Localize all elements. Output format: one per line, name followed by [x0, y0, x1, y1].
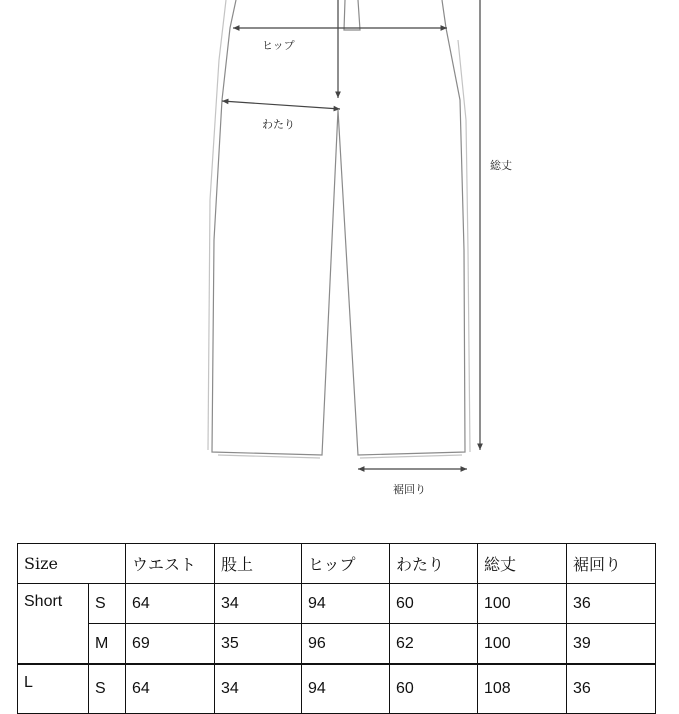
table-row: [18, 664, 656, 714]
header-total-length: 総丈: [478, 544, 567, 584]
cell-waist: 69: [126, 624, 215, 665]
cell-waist: 64: [126, 584, 215, 624]
cell-thigh: 60: [390, 664, 478, 714]
header-waist: ウエスト: [126, 544, 215, 584]
cell-hem: 36: [567, 584, 656, 624]
hip-label: ヒップ: [262, 39, 295, 52]
cell-rise: 34: [215, 584, 302, 624]
row-group-l: L: [18, 664, 89, 714]
row-size: M: [89, 624, 126, 665]
header-size: Size: [18, 544, 126, 584]
header-hem: 裾回り: [567, 544, 656, 584]
cell-hem: 39: [567, 624, 656, 665]
size-table: [17, 543, 656, 714]
table-header-row: [18, 544, 656, 584]
total-length-label: 総丈: [490, 159, 512, 172]
cell-thigh: 62: [390, 624, 478, 665]
thigh-label: わたり: [262, 118, 295, 131]
cell-rise: 34: [215, 664, 302, 714]
cell-waist: 64: [126, 664, 215, 714]
cell-total-length: 100: [478, 584, 567, 624]
row-size: S: [89, 584, 126, 624]
header-hip: ヒップ: [302, 544, 390, 584]
cell-thigh: 60: [390, 584, 478, 624]
table-row: [18, 584, 656, 624]
cell-hem: 36: [567, 664, 656, 714]
cell-hip: 94: [302, 584, 390, 624]
cell-rise: 35: [215, 624, 302, 665]
header-rise: 股上: [215, 544, 302, 584]
table-row: [18, 624, 656, 665]
cell-total-length: 108: [478, 664, 567, 714]
hem-label: 裾回り: [393, 483, 426, 496]
row-group-short: Short: [18, 584, 89, 665]
cell-total-length: 100: [478, 624, 567, 665]
header-thigh: わたり: [390, 544, 478, 584]
thigh-arrow: [222, 101, 340, 109]
cell-hip: 96: [302, 624, 390, 665]
cell-hip: 94: [302, 664, 390, 714]
row-size: S: [89, 664, 126, 714]
